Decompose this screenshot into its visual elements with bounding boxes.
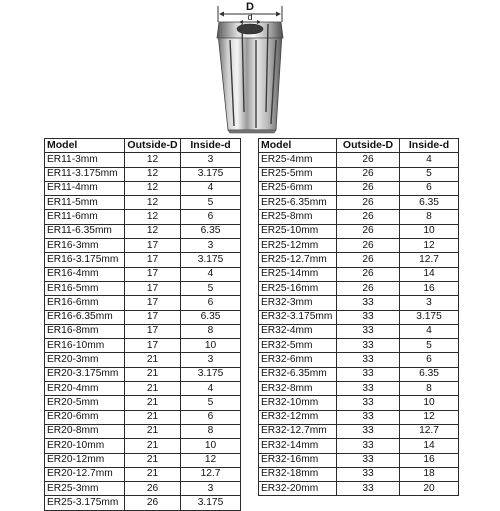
cell-inside-d: 10: [400, 396, 459, 410]
table-row: [259, 453, 459, 467]
cell-outside-d: 26: [337, 210, 400, 224]
cell-inside-d: 3.175: [400, 310, 459, 324]
cell-outside-d: 26: [337, 181, 400, 195]
table-row: [259, 367, 459, 381]
cell-model: ER32-12.7mm: [259, 424, 337, 438]
cell-model: ER25-8mm: [259, 210, 337, 224]
cell-model: ER25-3.175mm: [45, 496, 125, 510]
cell-inside-d: 5: [400, 167, 459, 181]
cell-model: ER25-6.35mm: [259, 196, 337, 210]
cell-inside-d: 12: [181, 453, 241, 467]
cell-inside-d: 12.7: [400, 253, 459, 267]
cell-outside-d: 26: [337, 267, 400, 281]
header-model: Model: [259, 139, 337, 153]
cell-outside-d: 17: [125, 296, 181, 310]
cell-outside-d: 26: [337, 239, 400, 253]
table-row: [45, 410, 241, 424]
table-row: [259, 396, 459, 410]
cell-model: ER25-6mm: [259, 181, 337, 195]
cell-model: ER25-12.7mm: [259, 253, 337, 267]
cell-inside-d: 3: [181, 482, 241, 496]
cell-model: ER11-5mm: [45, 196, 125, 210]
table-row: [259, 196, 459, 210]
cell-model: ER32-6.35mm: [259, 367, 337, 381]
cell-outside-d: 26: [337, 224, 400, 238]
table-row: [45, 296, 241, 310]
cell-inside-d: 12: [400, 239, 459, 253]
table-row: [45, 167, 241, 181]
cell-inside-d: 6: [181, 210, 241, 224]
cell-outside-d: 17: [125, 310, 181, 324]
spec-table-left: [44, 138, 241, 511]
cell-model: ER32-6mm: [259, 353, 337, 367]
cell-outside-d: 21: [125, 382, 181, 396]
table-row: [259, 167, 459, 181]
cell-outside-d: 33: [337, 296, 400, 310]
cell-model: ER11-3mm: [45, 153, 125, 167]
cell-inside-d: 8: [400, 382, 459, 396]
table-row: [45, 382, 241, 396]
cell-outside-d: 26: [337, 196, 400, 210]
cell-model: ER16-3mm: [45, 239, 125, 253]
cell-model: ER20-6mm: [45, 410, 125, 424]
cell-inside-d: 3: [181, 153, 241, 167]
cell-inside-d: 14: [400, 267, 459, 281]
cell-model: ER25-3mm: [45, 482, 125, 496]
cell-outside-d: 33: [337, 439, 400, 453]
cell-inside-d: 6.35: [400, 367, 459, 381]
cell-model: ER16-4mm: [45, 267, 125, 281]
cell-model: ER32-14mm: [259, 439, 337, 453]
table-row: [259, 181, 459, 195]
cell-outside-d: 33: [337, 482, 400, 496]
cell-model: ER25-14mm: [259, 267, 337, 281]
cell-inside-d: 16: [400, 453, 459, 467]
cell-outside-d: 33: [337, 339, 400, 353]
table-row: [259, 253, 459, 267]
cell-model: ER32-16mm: [259, 453, 337, 467]
table-row: [45, 496, 241, 510]
cell-inside-d: 20: [400, 482, 459, 496]
cell-outside-d: 21: [125, 410, 181, 424]
cell-outside-d: 26: [125, 482, 181, 496]
table-row: [45, 181, 241, 195]
collet-illustration: [0, 0, 500, 138]
table-row: [259, 296, 459, 310]
table-row: [45, 482, 241, 496]
cell-model: ER11-3.175mm: [45, 167, 125, 181]
table-row: [45, 424, 241, 438]
table-row: [259, 310, 459, 324]
cell-inside-d: 16: [400, 281, 459, 295]
cell-model: ER25-5mm: [259, 167, 337, 181]
cell-model: ER32-10mm: [259, 396, 337, 410]
table-row: [45, 153, 241, 167]
cell-inside-d: 4: [400, 324, 459, 338]
table-row: [259, 267, 459, 281]
table-row: [259, 482, 459, 496]
cell-inside-d: 12: [400, 410, 459, 424]
table-row: [45, 339, 241, 353]
cell-model: ER32-18mm: [259, 467, 337, 481]
cell-outside-d: 21: [125, 467, 181, 481]
cell-model: ER20-4mm: [45, 382, 125, 396]
cell-model: ER32-3.175mm: [259, 310, 337, 324]
cell-inside-d: 8: [181, 324, 241, 338]
cell-outside-d: 12: [125, 210, 181, 224]
cell-outside-d: 21: [125, 424, 181, 438]
table-row: [45, 253, 241, 267]
cell-outside-d: 33: [337, 424, 400, 438]
cell-outside-d: 17: [125, 239, 181, 253]
cell-model: ER16-8mm: [45, 324, 125, 338]
cell-inside-d: 6.35: [400, 196, 459, 210]
cell-outside-d: 26: [125, 496, 181, 510]
cell-model: ER16-6mm: [45, 296, 125, 310]
cell-inside-d: 6.35: [181, 224, 241, 238]
cell-outside-d: 17: [125, 281, 181, 295]
cell-outside-d: 17: [125, 253, 181, 267]
cell-model: ER25-16mm: [259, 281, 337, 295]
cell-model: ER32-20mm: [259, 482, 337, 496]
cell-inside-d: 3: [181, 239, 241, 253]
table-row: [259, 467, 459, 481]
table-row: [45, 196, 241, 210]
cell-inside-d: 3.175: [181, 496, 241, 510]
cell-outside-d: 33: [337, 382, 400, 396]
cell-model: ER32-5mm: [259, 339, 337, 353]
cell-model: ER25-4mm: [259, 153, 337, 167]
header-inside-d: Inside-d: [181, 139, 241, 153]
cell-inside-d: 3.175: [181, 167, 241, 181]
table-row: [259, 439, 459, 453]
cell-outside-d: 33: [337, 353, 400, 367]
cell-model: ER16-3.175mm: [45, 253, 125, 267]
collet-body: [217, 22, 283, 133]
cell-inside-d: 3: [400, 296, 459, 310]
table-row: [259, 339, 459, 353]
table-row: [259, 239, 459, 253]
header-outside-d: Outside-D: [125, 139, 181, 153]
table-row: [45, 210, 241, 224]
cell-model: ER20-10mm: [45, 439, 125, 453]
table-row: [45, 453, 241, 467]
cell-model: ER20-3.175mm: [45, 367, 125, 381]
cell-inside-d: 12.7: [400, 424, 459, 438]
cell-model: ER25-10mm: [259, 224, 337, 238]
cell-inside-d: 6.35: [181, 310, 241, 324]
table-row: [259, 353, 459, 367]
table-header-row: [45, 139, 241, 153]
table-row: [259, 324, 459, 338]
cell-inside-d: 6: [181, 296, 241, 310]
cell-outside-d: 21: [125, 367, 181, 381]
table-row: [45, 239, 241, 253]
table-row: [259, 153, 459, 167]
table-header-row: [259, 139, 459, 153]
table-row: [45, 310, 241, 324]
cell-inside-d: 10: [400, 224, 459, 238]
cell-model: ER11-6mm: [45, 210, 125, 224]
cell-inside-d: 4: [181, 382, 241, 396]
table-row: [45, 267, 241, 281]
cell-inside-d: 10: [181, 339, 241, 353]
cell-outside-d: 17: [125, 267, 181, 281]
cell-outside-d: 21: [125, 439, 181, 453]
cell-outside-d: 33: [337, 453, 400, 467]
inside-diameter-label: d: [247, 12, 253, 22]
cell-inside-d: 5: [181, 196, 241, 210]
cell-inside-d: 14: [400, 439, 459, 453]
cell-outside-d: 26: [337, 167, 400, 181]
cell-outside-d: 33: [337, 396, 400, 410]
table-row: [259, 424, 459, 438]
cell-inside-d: 5: [181, 281, 241, 295]
cell-inside-d: 12.7: [181, 467, 241, 481]
cell-inside-d: 3.175: [181, 253, 241, 267]
cell-outside-d: 33: [337, 310, 400, 324]
cell-outside-d: 12: [125, 196, 181, 210]
cell-model: ER20-3mm: [45, 353, 125, 367]
table-row: [45, 439, 241, 453]
cell-outside-d: 21: [125, 396, 181, 410]
header-inside-d: Inside-d: [400, 139, 459, 153]
cell-outside-d: 17: [125, 339, 181, 353]
cell-model: ER20-8mm: [45, 424, 125, 438]
table-row: [45, 467, 241, 481]
cell-inside-d: 6: [400, 353, 459, 367]
cell-inside-d: 4: [400, 153, 459, 167]
table-row: [259, 281, 459, 295]
cell-outside-d: 26: [337, 281, 400, 295]
spec-table-right: [258, 138, 459, 496]
table-row: [45, 324, 241, 338]
cell-outside-d: 12: [125, 181, 181, 195]
cell-outside-d: 26: [337, 153, 400, 167]
table-row: [45, 367, 241, 381]
table-row: [259, 210, 459, 224]
cell-inside-d: 4: [181, 267, 241, 281]
cell-inside-d: 18: [400, 467, 459, 481]
cell-outside-d: 21: [125, 453, 181, 467]
table-row: [45, 224, 241, 238]
cell-inside-d: 5: [400, 339, 459, 353]
table-row: [259, 382, 459, 396]
cell-model: ER25-12mm: [259, 239, 337, 253]
cell-outside-d: 33: [337, 324, 400, 338]
cell-inside-d: 5: [181, 396, 241, 410]
cell-model: ER32-4mm: [259, 324, 337, 338]
cell-model: ER20-12.7mm: [45, 467, 125, 481]
table-row: [45, 281, 241, 295]
cell-model: ER32-12mm: [259, 410, 337, 424]
cell-outside-d: 33: [337, 410, 400, 424]
cell-inside-d: 8: [400, 210, 459, 224]
header-outside-d: Outside-D: [337, 139, 400, 153]
cell-model: ER20-5mm: [45, 396, 125, 410]
cell-inside-d: 6: [400, 181, 459, 195]
cell-model: ER20-12mm: [45, 453, 125, 467]
cell-outside-d: 12: [125, 224, 181, 238]
cell-model: ER32-3mm: [259, 296, 337, 310]
outside-diameter-label: D: [246, 1, 254, 13]
table-row: [45, 396, 241, 410]
cell-inside-d: 10: [181, 439, 241, 453]
cell-outside-d: 12: [125, 153, 181, 167]
cell-inside-d: 4: [181, 181, 241, 195]
cell-outside-d: 21: [125, 353, 181, 367]
cell-model: ER16-5mm: [45, 281, 125, 295]
cell-outside-d: 33: [337, 467, 400, 481]
cell-inside-d: 3: [181, 353, 241, 367]
cell-outside-d: 12: [125, 167, 181, 181]
header-model: Model: [45, 139, 125, 153]
cell-model: ER11-4mm: [45, 181, 125, 195]
cell-inside-d: 8: [181, 424, 241, 438]
table-row: [259, 224, 459, 238]
cell-model: ER16-10mm: [45, 339, 125, 353]
cell-model: ER11-6.35mm: [45, 224, 125, 238]
cell-model: ER32-8mm: [259, 382, 337, 396]
cell-model: ER16-6.35mm: [45, 310, 125, 324]
cell-outside-d: 26: [337, 253, 400, 267]
cell-outside-d: 17: [125, 324, 181, 338]
cell-inside-d: 3.175: [181, 367, 241, 381]
table-row: [259, 410, 459, 424]
cell-inside-d: 6: [181, 410, 241, 424]
cell-outside-d: 33: [337, 367, 400, 381]
table-row: [45, 353, 241, 367]
